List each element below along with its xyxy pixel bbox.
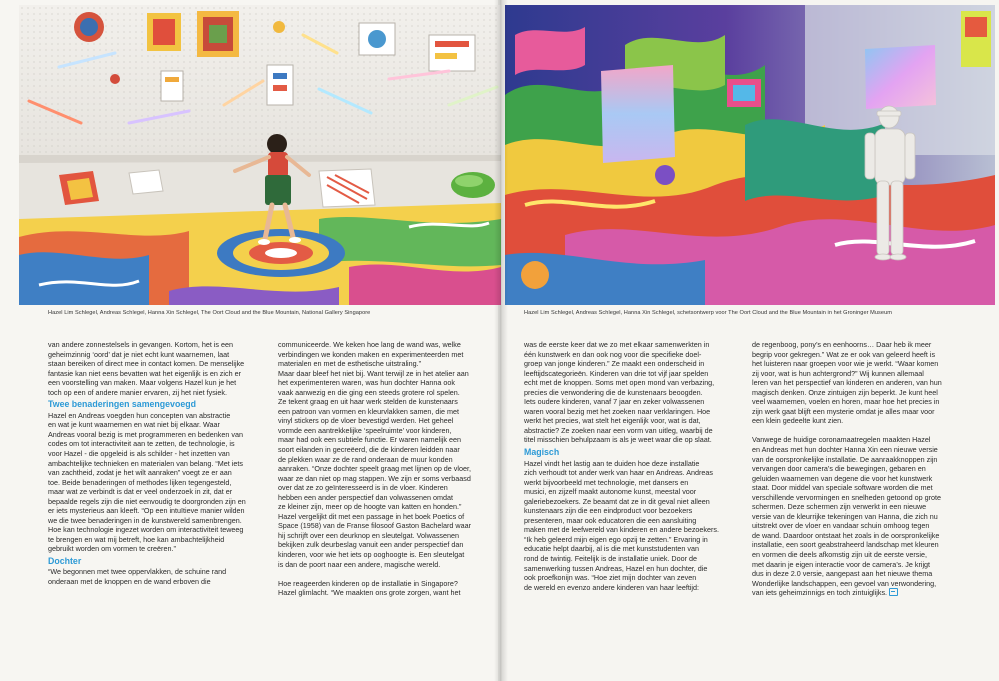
text-line: bekijken zulk deurbeslag vanuit een ander perspectief dan — [278, 540, 464, 550]
text-line: één kunstwerk en dan ook nog voor die specifieke doel- — [524, 349, 702, 359]
text-line: er iets mysterieus aan kleeft. “Op een intuïtieve manier wilden — [48, 506, 245, 516]
text-line: zijn werk gaat blijft een mysterie omdat je alles maar voor — [752, 406, 935, 416]
text-line: communiceerde. We keken hoe lang de wand was, welke — [278, 340, 461, 349]
text-line: geluiden waarnemen van degene die voor het kunstwerk — [752, 473, 933, 483]
text-line: we die twee benaderingen in de kunstwereld samenbrengen. — [48, 515, 242, 525]
left-page — [0, 0, 498, 681]
text-line: soort eilanden in gecreëerd, die de kinderen leidden naar — [278, 445, 460, 455]
text-line: ambachtelijke technieken en materialen van belang. “Met iets — [48, 458, 243, 468]
text-line: schermen. Deze schermen zijn verwerkt in een nieuwe — [752, 502, 927, 512]
section-heading-magical: Magisch — [524, 447, 560, 458]
article-column-3 — [524, 340, 740, 592]
gallery-installation-illustration — [19, 5, 501, 305]
text-line: titel misschien behulpzaam is als je weet waar die op slaat. — [524, 435, 712, 445]
text-line: de wereld en evenzo andere kinderen van haar leeftijd: — [524, 582, 700, 592]
text-line: Hazel glimlacht. “We maakten ons grote zorgen, want het — [278, 588, 461, 598]
text-line: hebben een ander perspectief dan volwassenen omdat — [278, 492, 454, 502]
sketch-design-illustration — [505, 5, 995, 305]
spread-gutter — [494, 0, 508, 681]
text-line: Vanwege de huidige coronamaatregelen maakten Hazel — [752, 435, 931, 445]
text-line: het luisteren naar groepen voor wie je werkt. “Waar komen — [752, 359, 939, 369]
text-line: van zachtheid, zodat je het wilt aanraken” voegt ze er aan — [48, 468, 232, 478]
text-line: Hazel vindt het lastig aan te duiden hoe deze installatie — [524, 458, 700, 468]
text-line: was de eerste keer dat we zo met elkaar samenwerkten in — [524, 340, 710, 349]
text-line: vervangen door camera’s die bewegingen, gebaren en — [752, 464, 926, 474]
last-text-line-content: van iets geheimzinnigs en toch zintuiglijks. — [752, 588, 888, 598]
sketch-design-photo — [505, 5, 995, 305]
section-heading-daughter: Dochter — [48, 555, 82, 566]
text-line: te brengen en wat mij betreft, hoe kan ambachtelijkheid — [48, 534, 225, 544]
text-line: kinderen, voor wie het iets op ooghoogte is. Een sleutelgat — [278, 550, 465, 560]
text-line: zich verhoudt tot ander werk van haar en Andreas. Andreas — [524, 468, 713, 478]
text-line: en vormen die deels afkomstig zijn uit de eerste versie, — [752, 550, 927, 560]
text-line: over dat ze zo geïnteresseerd is in de vloer. Kinderen — [278, 483, 448, 493]
text-line: installatie, een soort geabstraheerd landschap met kleuren — [752, 540, 939, 550]
text-line: van de oorspronkelijke installatie. De aanraakknoppen zijn — [752, 454, 938, 464]
text-line: verbindingen we konden maken en experimenteerden met — [278, 349, 464, 359]
article-column-2 — [278, 340, 488, 598]
text-line: waar ze dan niet op mag stappen. We zijn er soms verbaasd — [278, 473, 471, 483]
text-line: magisch denken. Onze zintuigen zijn beperkt. Je kunt heel — [752, 387, 938, 397]
text-line: begrip voor gekregen.” Wat ze er ook van geleerd heeft is — [752, 349, 936, 359]
text-line: zij voor, wat is hun achtergrond?” Wij kunnen allemaal — [752, 368, 924, 378]
text-line: vinyl stickers op de vloer bevestigd werden. Het geheel — [278, 416, 454, 426]
text-line: vaak aanwezig en die ging een steeds grotere rol spelen. — [278, 387, 460, 397]
text-line: maar wat ze verbindt is dat er veel onderzoek in zit, dat er — [48, 487, 233, 497]
text-line: Wonderlijke landschappen, een gevoel van verwondering, — [752, 578, 937, 588]
text-line: Maar daar bleef het niet bij. Want terwijl ze in het atelier aan — [278, 368, 469, 378]
right-photo-caption: Hazel Lim Schlegel, Andreas Schlegel, Hanna Xin Schlegel, schetsontwerp voor The Oort Cloud and the Blue Mountain in het Groninger Museum — [524, 310, 892, 316]
text-line: maar had ook een subtiele functie. Er waren namelijk een — [278, 435, 461, 445]
text-line: de plekken waar ze de rand onderaan de muur konden — [278, 454, 453, 464]
text-line: toch op een of andere manier ervaren, zij het niet fysiek. — [48, 387, 227, 397]
text-line: is dan de poort naar een andere, magische wereld. — [278, 559, 441, 569]
article-column-4 — [752, 340, 974, 598]
text-line: staan bereiken of direct mee in contact komen. De menselijke — [48, 359, 245, 369]
text-line: bepaalde regels zijn die niet eenvoudig te doorgronden zijn en — [48, 496, 246, 506]
text-line: Hoe reageerden kinderen op de installatie in Singapore? — [278, 578, 458, 588]
text-line: werkt het precies, wat stelt het eigenlijk voor, wat is dat, — [524, 416, 701, 426]
text-line: Space (1958) van de Franse filosoof Gaston Bachelard waar — [278, 521, 471, 531]
text-line: hij schrijft over een deurknop en sleutelgat. Volwassenen — [278, 530, 459, 540]
text-line: “Ik heb geleerd mijn eigen ego opzij te zetten.” Ervaring in — [524, 534, 708, 544]
text-line: materialen en met de esthetische uitstraling.” — [278, 359, 422, 369]
text-line: een patroon van vormen en kleurvlakken samen, die met — [278, 406, 459, 416]
gallery-installation-photo — [19, 5, 501, 305]
text-line: fantasie kan niet eens bevatten wat het eigenlijk is en zich er — [48, 368, 241, 378]
text-line: groep van jonge kinderen.” Ze maakt een onderscheid in — [524, 359, 705, 369]
text-line: presenteren, maar ook educatoren die een aansluiting — [524, 515, 697, 525]
text-line: leren van het perspectief van kinderen en anderen, van hun — [752, 378, 942, 388]
text-line: ze kleiner zijn, meer op de hoogte van katten en honden.” — [278, 502, 462, 512]
text-line: de regenboog, pony’s en eenhoorns… Daar heb ik meer — [752, 340, 932, 349]
text-line: voor Hazel - die opgeleid is als schilder - het inzetten van — [48, 448, 230, 458]
text-line: Andreas vooral bezig is met programmeren en bedenken van — [48, 429, 243, 439]
text-line: gebruikt worden om vormen te creëren.” — [48, 544, 176, 554]
text-line: precies die verwondering die de kunstenaars beoogden. — [524, 387, 703, 397]
text-line: Iets oudere kinderen, vanaf 7 jaar en zeker volwassenen — [524, 397, 705, 407]
text-line: Hoe kan technologie ingezet worden om interactiviteit teweeg — [48, 525, 244, 535]
text-line: codes om tot interactiviteit aan te zetten, de technologie, is — [48, 439, 235, 449]
text-line: ook proefkonijn was. “Hoe ziet mijn dochter van zeven — [524, 573, 697, 583]
text-line: waren vooral bezig met het zoeken naar verklaringen. Hoe — [524, 406, 711, 416]
text-line: een voorstelling van maken. Maar volgens Hazel kun je het — [48, 378, 237, 388]
text-line: vormde een aantrekkelijke ‘speelruimte’ voor kinderen, — [278, 425, 452, 435]
text-line: musici, en zijzelf maakt autonome kunst, meestal voor — [524, 487, 697, 497]
paragraph-gap — [752, 426, 974, 436]
text-line: onderaan met de knoppen en de wand erboven die — [48, 577, 211, 587]
text-line: dus in deze 2.0 versie, aangepast aan het nieuwe thema — [752, 569, 933, 579]
text-line: abstractie? Ze zoeken naar een vorm van uitleg, waarbij de — [524, 425, 713, 435]
text-line: toe. Beide benaderingen of methodes lijken tegengesteld, — [48, 477, 232, 487]
text-line: Hazel en Andreas voegden hun concepten van abstractie — [48, 410, 231, 420]
text-line: uitstrekt over de vloer en vandaar schuin omhoog tegen — [752, 521, 930, 531]
left-photo-caption: Hazel Lim Schlegel, Andreas Schlegel, Hanna Xin Schlegel, The Oort Cloud and the Blue Mountain, National Gallery Singapore — [48, 310, 371, 316]
text-line: verschillende vervormingen en snelheden getoond op grote — [752, 492, 941, 502]
last-text-line — [752, 588, 974, 598]
text-line: samenwerking tussen Andreas, Hazel en hun dochter, die — [524, 563, 708, 573]
text-line: de wand. Daardoor ontstaat het zoals in de oorspronkelijke — [752, 530, 940, 540]
text-line: kunstenaars zijn die een eindproduct voor bezoekers — [524, 506, 693, 516]
text-line: veel waarnemen, voelen en horen, maar hoe het precies in — [752, 397, 940, 407]
text-line: het experimenteren waren, was hun dochter Hanna ook — [278, 378, 455, 388]
text-line: aanraken. “Onze dochter speelt graag met lijnen op de vloer, — [278, 464, 471, 474]
text-line: geheimzinnig ‘oord’ dat je niet echt kunt waarnemen, laat — [48, 349, 230, 359]
text-line: staat. Door middel van speciale software worden die met — [752, 483, 933, 493]
text-line: en Andreas met hun dochter Hanna Xin een nieuwe versie — [752, 445, 938, 455]
text-line: leeftijdscategorieën. Kinderen van drie tot vijf jaar spelden — [524, 368, 709, 378]
text-line: rond de twintig. Feitelijk is de installatie uniek. Door de — [524, 553, 697, 563]
end-of-article-icon — [889, 588, 898, 596]
paragraph-gap — [278, 569, 488, 579]
text-line: echt met de knoppen. Soms met open mond van verbazing, — [524, 378, 715, 388]
text-line: een klein gedeelte kunt zien. — [752, 416, 844, 426]
section-heading-two-approaches: Twee benaderingen samengevoegd — [48, 399, 196, 410]
text-line: versie van de kleurrijke tekeningen van Hanna, die zich nu — [752, 511, 938, 521]
text-line: van andere zonnestelsels in gevangen. Kortom, het is een — [48, 340, 233, 349]
text-line: werkt bijvoorbeeld met technologie, met dansers en — [524, 477, 689, 487]
text-line: maken met de leefwereld van kinderen en andere bezoekers. — [524, 525, 719, 535]
text-line: en wat je kunt waarnemen en wat niet bij elkaar. Waar — [48, 420, 220, 430]
text-line: “We begonnen met twee oppervlakken, de schuine rand — [48, 567, 227, 577]
text-line: Hazel vergelijkt dit met een passage in het boek Poetics of — [278, 511, 465, 521]
text-line: educatie helpt daarbij, al is die met kunststudenten van — [524, 544, 700, 554]
text-line: galeriebezoekers. Ze beaamt dat ze in dit geval niet alleen — [524, 496, 710, 506]
article-column-1 — [48, 340, 264, 587]
text-line: Ze tekent graag en uit haar werk stelden de kunstenaars — [278, 397, 458, 407]
text-line: met daarin je eigen interactie voor de camera’s. Je krijgt — [752, 559, 931, 569]
